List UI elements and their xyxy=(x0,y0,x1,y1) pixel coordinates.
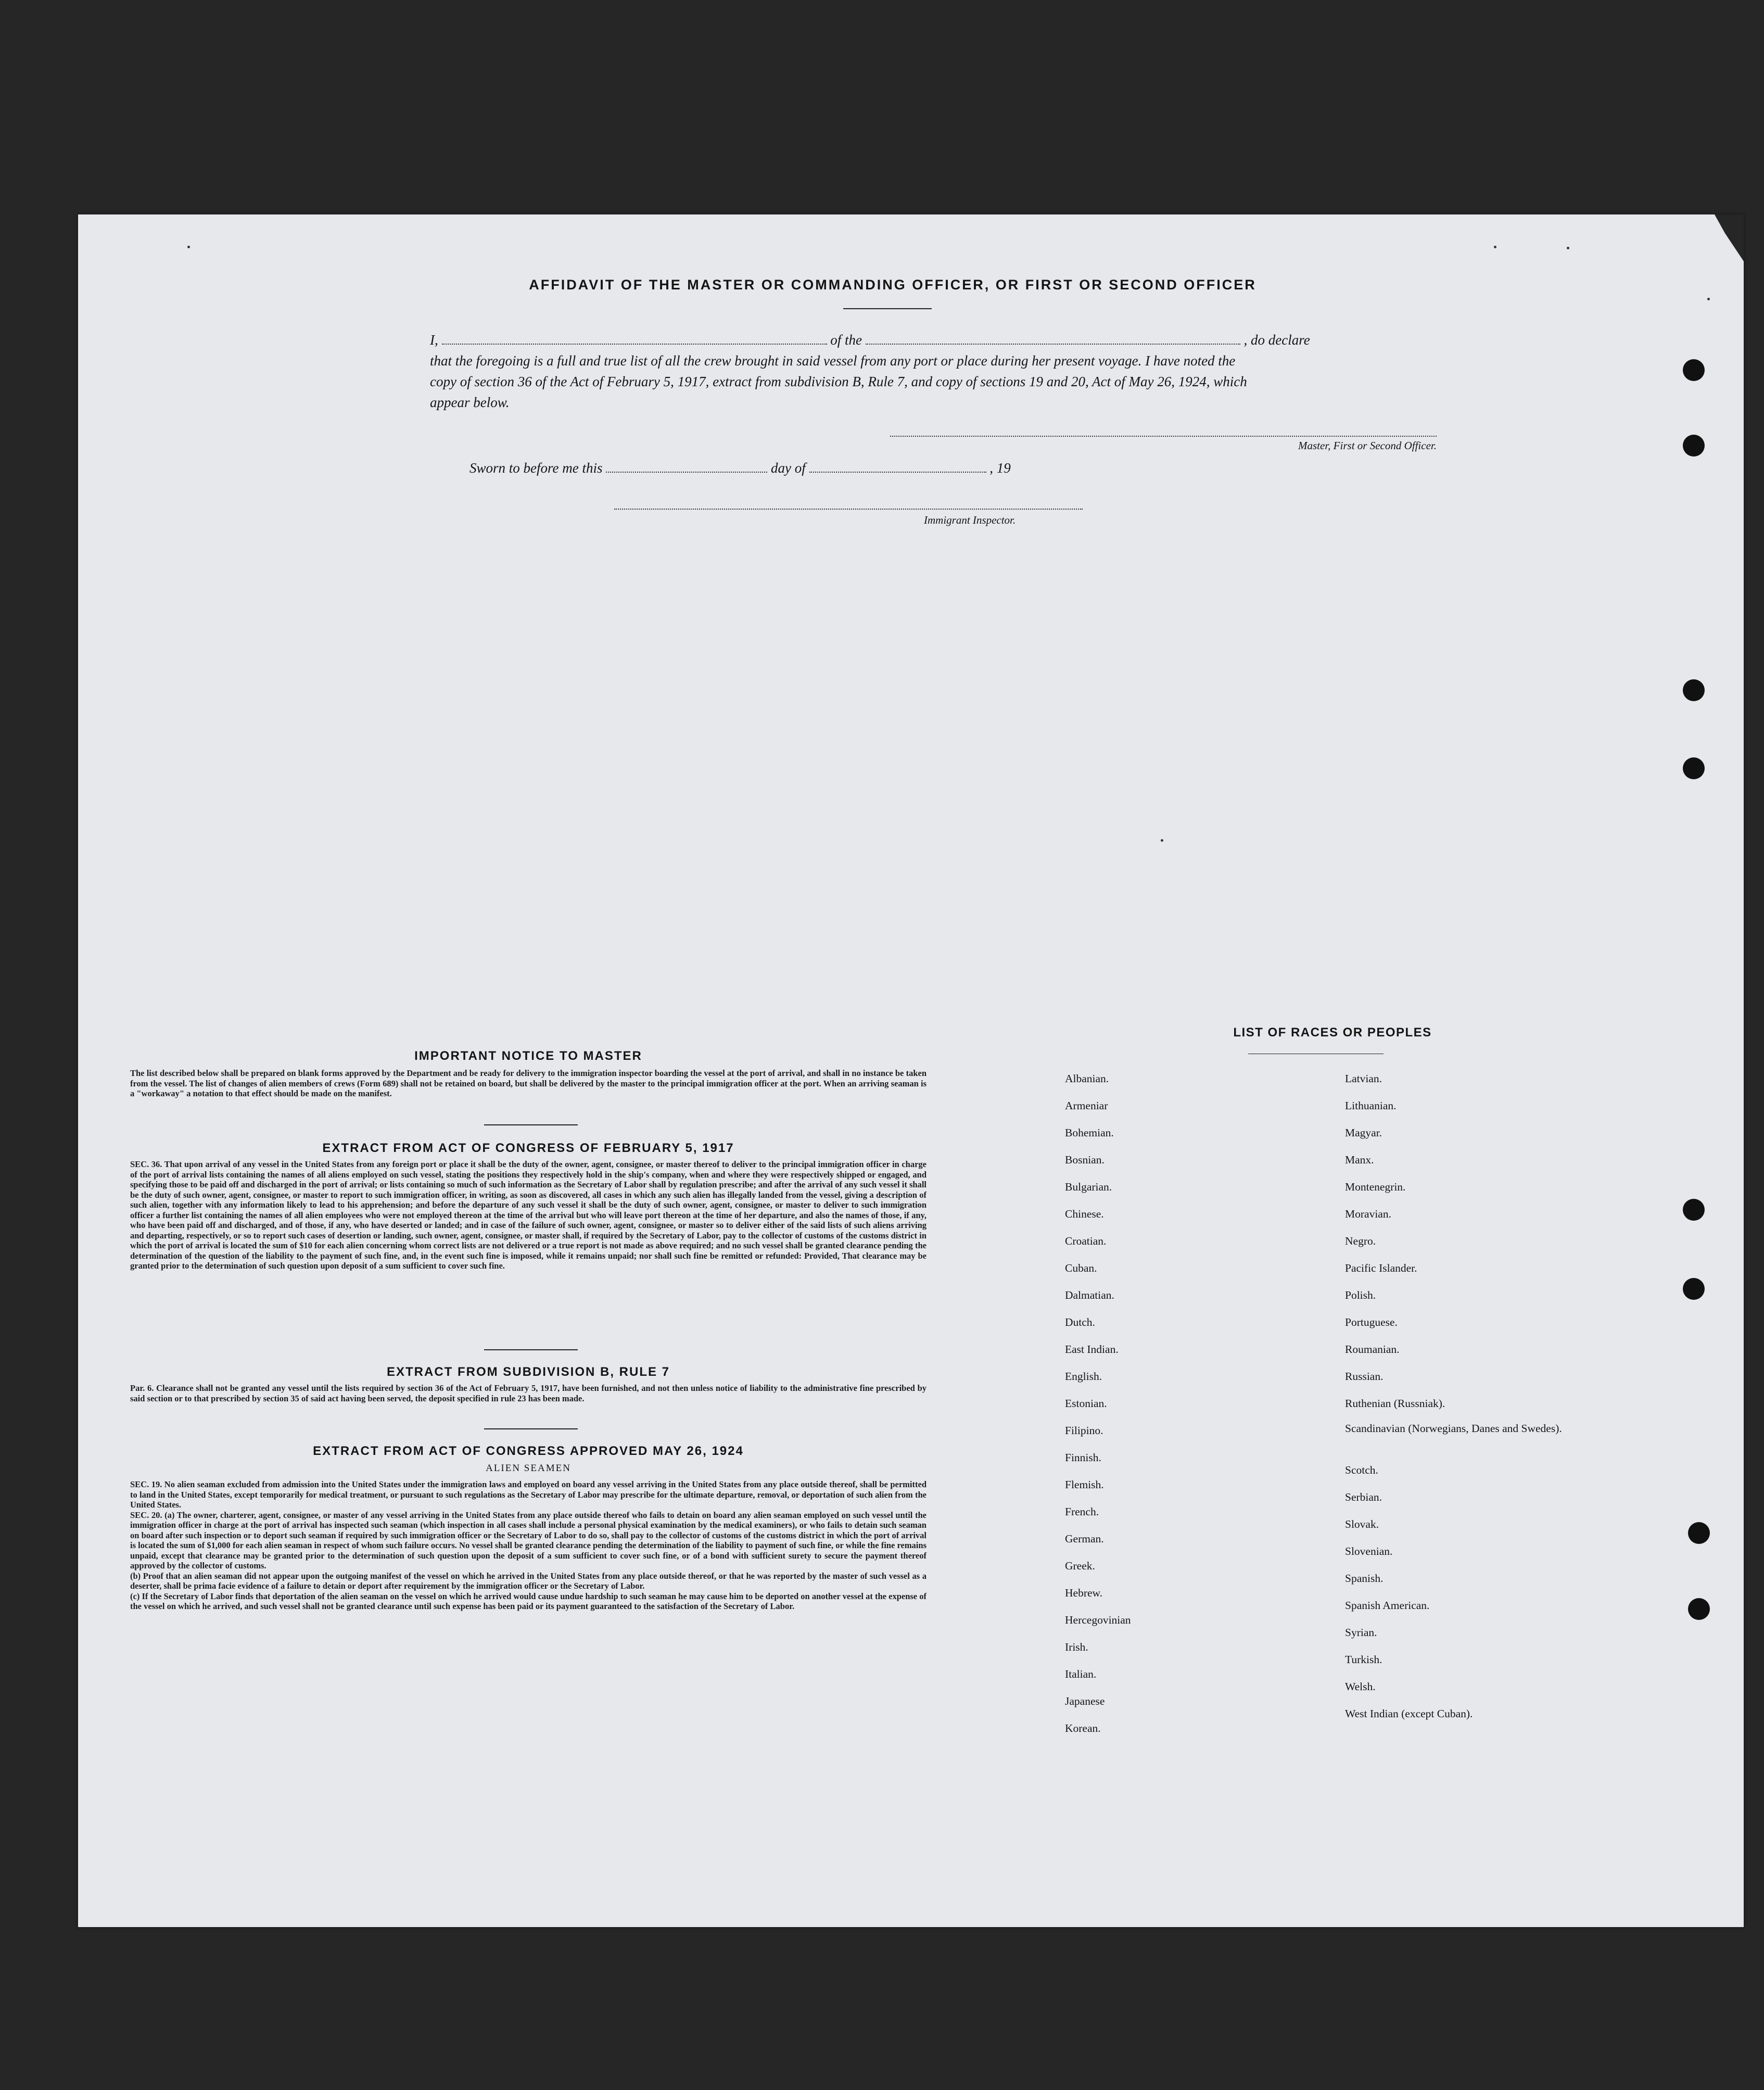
speck xyxy=(1161,839,1163,842)
race-item: Croatian. xyxy=(1065,1235,1107,1247)
race-item: Korean. xyxy=(1065,1722,1101,1734)
race-item: Spanish American. xyxy=(1345,1599,1430,1612)
race-item: Italian. xyxy=(1065,1668,1097,1680)
sec20a-text: SEC. 20. (a) The owner, charterer, agent, consignee, or master of any vessel arriving in the United States from any place outside thereof who fails to detain on board any alien seaman employed on such vessel until the immigration officer in charge at the port of arrival has inspected such seaman (which inspection in all cases shall include a personal physical examination by the medical examiners), or who fails to detain such seaman on board after such inspection or to deport such seaman if required by such immigration officer or the Secretary of Labor to do so, shall pay to the collector of customs of the customs district in which the port of arrival is located the sum of $1,000 for each alien seaman in respect of whom such failure occurs. No vessel shall be granted clearance pending the determination of the liability to payment of such fine, or while the fine remains unpaid, except that clearance may be granted prior to the determination of such question upon the deposit of a sum sufficient to cover such fine, or of a bond with sufficient surety to secure the payment thereof approved by the collector of customs. xyxy=(130,1510,927,1570)
race-item: Polish. xyxy=(1345,1289,1376,1301)
sworn-day-field[interactable] xyxy=(606,460,767,473)
alien-seamen-subtitle: ALIEN SEAMEN xyxy=(486,1463,571,1474)
torn-corner xyxy=(1702,214,1744,261)
sec19-text: SEC. 19. No alien seaman excluded from admission into the United States under the immigration laws and employed on board any vessel arriving in the United States from any place outside thereof, shall be permitted to land in the United States, except temporarily for medical treatment, or pursuant to such regulations as the Secretary of Labor may prescribe for the ultimate departure, removal, or deportation of such alien from the United States. xyxy=(130,1479,927,1510)
race-item: Slovenian. xyxy=(1345,1545,1393,1557)
race-item: English. xyxy=(1065,1370,1102,1383)
race-item: Welsh. xyxy=(1345,1680,1376,1693)
inspector-caption: Immigrant Inspector. xyxy=(924,514,1016,526)
race-item: East Indian. xyxy=(1065,1343,1119,1356)
race-item: West Indian (except Cuban). xyxy=(1345,1707,1473,1720)
sworn-line: Sworn to before me this day of , 19 xyxy=(469,460,1011,476)
notice-text: The list described below shall be prepared on blank forms approved by the Department and be ready for delivery to the immigration inspector boarding the vessel at the port of arrival, and shall in no instance be taken from the vessel. The list of changes of alien members of crews (Form 689) shall not be retained on board, but shall be delivered by the master to the principal immigration officer at the port. When an arriving seaman is a "workaway" a notation to that effect should be made on the manifest. xyxy=(130,1068,927,1098)
race-item: Albanian. xyxy=(1065,1072,1109,1085)
master-caption: Master, First or Second Officer. xyxy=(1298,439,1437,452)
declaration-line-4: appear below. xyxy=(430,395,510,410)
divider xyxy=(484,1349,578,1350)
race-item: Manx. xyxy=(1345,1154,1374,1166)
divider xyxy=(484,1124,578,1125)
master-signature-line[interactable] xyxy=(890,436,1437,437)
speck xyxy=(1707,298,1710,300)
race-item: Scotch. xyxy=(1345,1464,1378,1476)
race-item: Chinese. xyxy=(1065,1208,1104,1220)
document-page xyxy=(78,214,1744,1927)
extract-1917-text: SEC. 36. That upon arrival of any vessel in the United States from any foreign port or place it shall be the duty of the owner, agent, consignee, or master thereof to deliver to the principal immigration officer in charge of the port of arrival lists containing the names of all aliens employed on such vessel, stating the positions they respectively hold in the ship's company, when and where they were respectively shipped or engaged, and specifying those to be paid off and discharged in the port of arrival; or lists containing so much of such information as the Secretary of Labor shall by regulation prescribe; and after the arrival of any such vessel it shall be the duty of such owner, agent, consignee, or master to report to such immigration officer, in writing, as soon as discovered, all cases in which any such alien has illegally landed from the vessel, giving a description of such alien, together with any information likely to lead to his apprehension; and before the departure of any such vessel it shall be the duty of such owner, agent, consignee, or master to deliver to such immigration officer a further list containing the names of all alien employees who were not employed thereon at the time of the arrival but who will leave port thereon at the time of her departure, and also the names of those, if any, who have been paid off and discharged, and of those, if any, who have deserted or landed; and in case of the failure of such owner, agent, consignee, or master so to deliver either of the said lists of such aliens arriving and departing, respectively, or so to report such cases of desertion or landing, such owner, agent, consignee, or master shall, if required by the Secretary of Labor, pay to the collector of customs of the customs district in which the port of arrival is located the sum of $10 for each alien concerning whom correct lists are not delivered or a true report is not made as above required; and no such vessel shall be granted clearance pending the determination of the question of the liability to the payment of such fine, and, in the event such fine is imposed, while it remains unpaid; nor shall such fine be remitted or refunded: Provided, That clearance may be granted prior to the determination of such question upon deposit of a sum sufficient to cover such fine. xyxy=(130,1159,927,1271)
race-item: Bulgarian. xyxy=(1065,1181,1112,1193)
extract-1924-title: EXTRACT FROM ACT OF CONGRESS APPROVED MAY 26, 1924 xyxy=(313,1444,744,1458)
race-item: Japanese xyxy=(1065,1695,1105,1707)
sworn-month-field[interactable] xyxy=(809,460,986,473)
race-item: Hercegovinian xyxy=(1065,1614,1131,1626)
race-item: Portuguese. xyxy=(1345,1316,1398,1328)
race-item: Roumanian. xyxy=(1345,1343,1400,1356)
races-title: LIST OF RACES OR PEOPLES xyxy=(1233,1025,1432,1040)
race-item: Russian. xyxy=(1345,1370,1384,1383)
race-item: Estonian. xyxy=(1065,1397,1107,1410)
punch-hole xyxy=(1683,679,1705,701)
extract-1924-body xyxy=(130,1479,927,1612)
punch-hole xyxy=(1683,1199,1705,1221)
race-item: Armeniar xyxy=(1065,1099,1108,1112)
race-item: Dutch. xyxy=(1065,1316,1095,1328)
declaration-line-1: I, of the , do declare xyxy=(430,332,1310,348)
race-item: Dalmatian. xyxy=(1065,1289,1114,1301)
inspector-signature-line[interactable] xyxy=(614,509,1083,510)
race-item: Moravian. xyxy=(1345,1208,1391,1220)
speck xyxy=(1567,247,1569,249)
race-item: Spanish. xyxy=(1345,1572,1384,1585)
race-item: Hebrew. xyxy=(1065,1587,1103,1599)
race-item: Pacific Islander. xyxy=(1345,1262,1417,1274)
race-item: Slovak. xyxy=(1345,1518,1379,1530)
race-item: Bosnian. xyxy=(1065,1154,1105,1166)
race-item: Filipino. xyxy=(1065,1424,1103,1437)
race-item: French. xyxy=(1065,1505,1099,1518)
rule7-title: EXTRACT FROM SUBDIVISION B, RULE 7 xyxy=(386,1365,670,1379)
sec20b-text: (b) Proof that an alien seaman did not appear upon the outgoing manifest of the vessel on which he arrived in the United States from any place outside thereof, or that he was reported by the master of such vessel as a deserter, shall be prima facie evidence of a failure to detain or deport after requirement by the immigration officer or the Secretary of Labor. xyxy=(130,1570,927,1591)
race-item: Cuban. xyxy=(1065,1262,1097,1274)
rule7-text: Par. 6. Clearance shall not be granted any vessel until the lists required by section 36 of the Act of February 5, 1917, have been furnished, and not then unless notice of liability to the administrative fine prescribed by said section or to that prescribed by section 35 of said act having been served, the deposit specified in rule 23 has been made. xyxy=(130,1383,927,1403)
race-item: Scandinavian (Norwegians, Danes and Swedes). xyxy=(1345,1422,1562,1435)
sec20c-text: (c) If the Secretary of Labor finds that deportation of the alien seaman on the vessel on which he arrived would cause undue hardship to such seaman he may cause him to be deported on another vessel at the expense of the vessel on which he arrived, and such vessel shall not be granted clearance until such expense has been paid or its payment guaranteed to the satisfaction of the Secretary of Labor. xyxy=(130,1591,927,1611)
declaration-line-3: copy of section 36 of the Act of February 5, 1917, extract from subdivision B, Rule 7, and copy of sections 19 and 20, Act of May 26, 1924, which xyxy=(430,374,1247,389)
race-item: Finnish. xyxy=(1065,1451,1101,1464)
race-item: Magyar. xyxy=(1345,1126,1382,1139)
affidavit-title: AFFIDAVIT OF THE MASTER OR COMMANDING OFFICER, OR FIRST OR SECOND OFFICER xyxy=(529,277,1257,293)
vessel-name-field[interactable] xyxy=(866,332,1240,345)
race-item: Lithuanian. xyxy=(1345,1099,1397,1112)
race-item: Ruthenian (Russniak). xyxy=(1345,1397,1445,1410)
race-item: Bohemian. xyxy=(1065,1126,1114,1139)
race-item: Latvian. xyxy=(1345,1072,1382,1085)
race-item: Greek. xyxy=(1065,1560,1095,1572)
punch-hole xyxy=(1683,435,1705,457)
punch-hole xyxy=(1683,1278,1705,1300)
race-item: Serbian. xyxy=(1345,1491,1382,1503)
race-item: Flemish. xyxy=(1065,1478,1104,1491)
race-item: Irish. xyxy=(1065,1641,1088,1653)
declaration-line-2: that the foregoing is a full and true list of all the crew brought in said vessel from any port or place during her present voyage. I have noted the xyxy=(430,353,1236,369)
speck xyxy=(1494,246,1496,248)
officer-name-field[interactable] xyxy=(442,332,827,345)
divider xyxy=(843,308,932,309)
races-left-column xyxy=(1065,1065,1284,1742)
race-item: Montenegrin. xyxy=(1345,1181,1406,1193)
punch-hole xyxy=(1683,757,1705,779)
speck xyxy=(187,246,190,248)
divider xyxy=(484,1428,578,1429)
races-right-column xyxy=(1345,1065,1564,1727)
punch-hole xyxy=(1683,359,1705,381)
race-item: Negro. xyxy=(1345,1235,1376,1247)
race-item: Syrian. xyxy=(1345,1626,1377,1639)
notice-title: IMPORTANT NOTICE TO MASTER xyxy=(414,1049,642,1063)
punch-hole xyxy=(1688,1522,1710,1544)
extract-1917-title: EXTRACT FROM ACT OF CONGRESS OF FEBRUARY 5, 1917 xyxy=(322,1141,734,1155)
race-item: German. xyxy=(1065,1532,1104,1545)
race-item: Turkish. xyxy=(1345,1653,1382,1666)
punch-hole xyxy=(1688,1598,1710,1620)
